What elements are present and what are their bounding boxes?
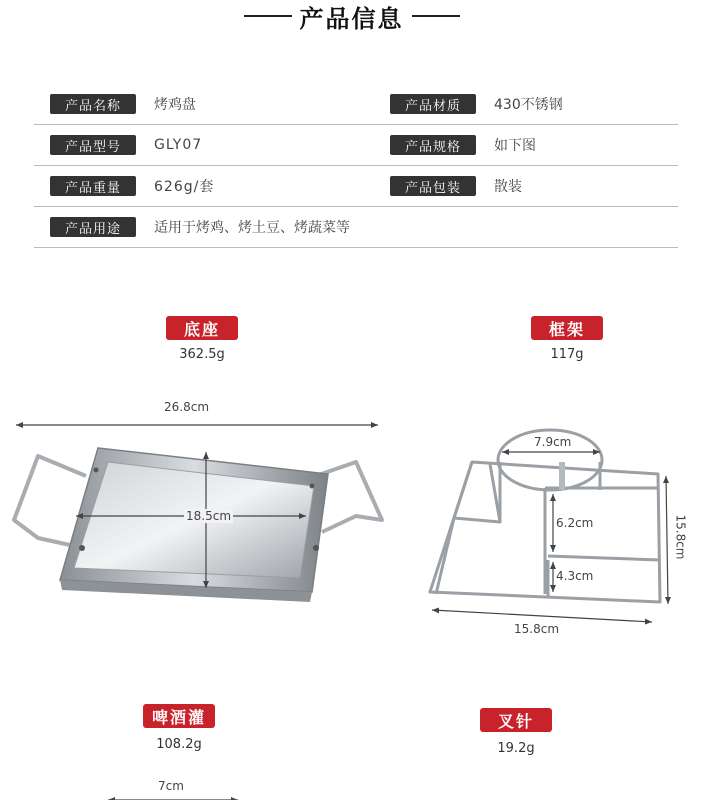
part-badge-base: 底座 [166, 316, 238, 340]
spec-label: 产品型号 [50, 135, 136, 155]
part-weight-base: 362.5g [179, 347, 225, 362]
spec-value: 430不锈钢 [494, 97, 563, 113]
spec-label: 产品规格 [390, 135, 476, 155]
part-weight-beer-can: 108.2g [156, 737, 202, 752]
spec-value: 散装 [494, 179, 522, 195]
tray-width-measure [16, 422, 378, 428]
spec-value: 626g/套 [154, 179, 215, 195]
part-badge-frame: 框架 [531, 316, 603, 340]
spec-label: 产品材质 [390, 94, 476, 114]
spec-label: 产品用途 [50, 217, 136, 237]
spec-value: GLY07 [154, 137, 203, 153]
spec-value: 适用于烤鸡、烤土豆、烤蔬菜等 [154, 220, 350, 236]
frame-illustration [430, 430, 660, 602]
dim-tray-width: 26.8cm [164, 400, 210, 414]
spec-value: 烤鸡盘 [154, 97, 196, 113]
spec-value: 如下图 [494, 138, 536, 154]
dim-upper-height: 6.2cm [556, 516, 594, 530]
spec-label: 产品重量 [50, 176, 136, 196]
dim-lower-height: 4.3cm [556, 569, 594, 583]
spec-label: 产品名称 [50, 94, 136, 114]
part-weight-fork-needle: 19.2g [497, 741, 535, 756]
tray-illustration [14, 448, 382, 602]
dim-ring: 7.9cm [534, 435, 572, 449]
spec-label: 产品包装 [390, 176, 476, 196]
dim-can-width: 7cm [158, 779, 184, 793]
dim-frame-depth: 15.8cm [673, 514, 688, 560]
dim-frame-width: 15.8cm [514, 622, 560, 636]
part-badge-beer-can: 啤酒灌 [143, 704, 215, 728]
section-title-text: 产品信息 [299, 4, 404, 33]
part-weight-frame: 117g [550, 347, 584, 362]
dim-tray-depth: 18.5cm [186, 509, 232, 523]
part-badge-fork-needle: 叉针 [480, 708, 552, 732]
